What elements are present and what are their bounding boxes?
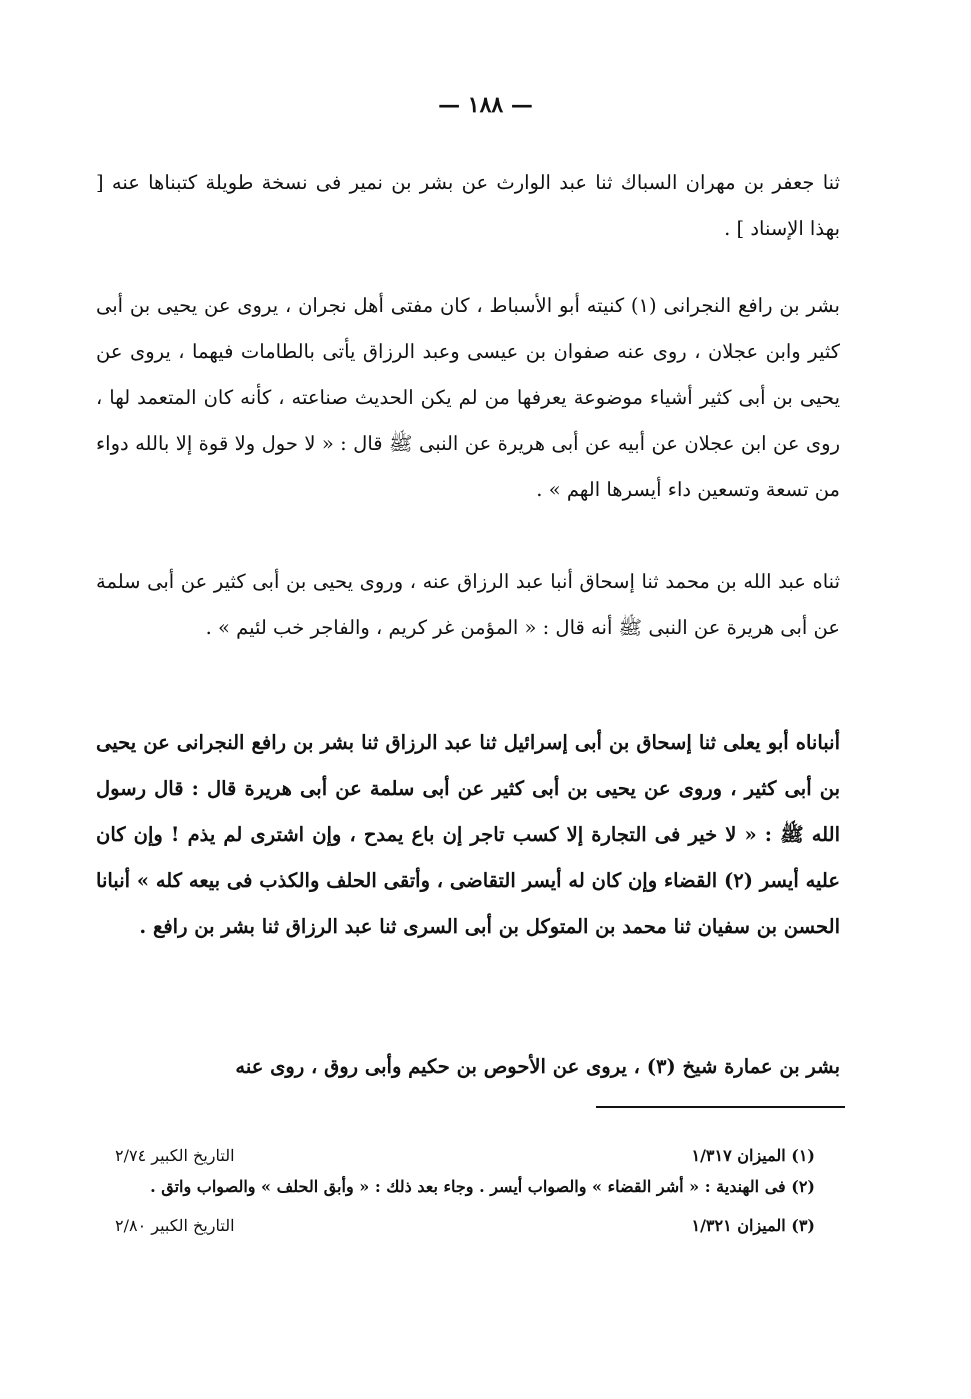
body-paragraph bbox=[96, 720, 840, 950]
footnote-spacer bbox=[115, 1202, 815, 1210]
footnote-divider bbox=[596, 1106, 845, 1108]
footnote-1 bbox=[115, 1140, 815, 1171]
body-paragraph bbox=[96, 283, 840, 513]
paragraph-text: ثناه عبد الله بن محمد ثنا إسحاق أنبا عبد الرزاق عنه ، وروى يحيى بن أبى كثير عن أبى سلمة عن أبى هريرة عن النبى ﷺ أنه قال : « المؤمن غر كريم ، والفاجر خب لئيم » . bbox=[96, 570, 840, 639]
footnote-3 bbox=[115, 1210, 815, 1241]
footnote-2 bbox=[115, 1171, 815, 1202]
paragraph-text: بشر بن رافع النجرانى (١) كنيته أبو الأسباط ، كان مفتى أهل نجران ، يروى عن يحيى بن أبى كثير وابن عجلان ، روى عنه صفوان بن عيسى وعبد الرزاق يأتى بالطامات فيهما ، يروى عن يحيى بن أبى كثير أشياء موضوعة يعرفها من لم يكن الحديث صناعته ، كأنه كان المتعمد لها ، روى عن ابن عجلان عن أبيه عن أبى هريرة عن النبى ﷺ قال : « لا حول ولا قوة إلا بالله دواء من تسعة وتسعين داء أيسرها الهم » . bbox=[96, 294, 840, 501]
paragraph-text: أنباناه أبو يعلى ثنا إسحاق بن أبى إسرائيل ثنا عبد الرزاق ثنا بشر بن رافع النجرانى عن يحيى بن أبى كثير ، وروى عن يحيى بن أبى كثير عن أبى سلمة عن أبى هريرة قال : قال رسول الله ﷺ : « لا خير فى التجارة إلا كسب تاجر إن باع يمدح ، وإن اشترى لم يذم ! وإن كان عليه أيسر (٢) القضاء وإن كان له أيسر التقاضى ، وأتقى الحلف والكذب فى بيعه كله » أنبانا الحسن بن سفيان ثنا محمد بن المتوكل بن أبى السرى ثنا عبد الرزاق ثنا بشر بن رافع . bbox=[96, 731, 841, 938]
footnote-2-text: (٢) فى الهندية : « أشر القضاء » والصواب أيسر . وجاء بعد ذلك : « وأبق الحلف » والصواب واتق . bbox=[150, 1177, 815, 1196]
body-paragraph bbox=[96, 559, 840, 651]
body-paragraph bbox=[96, 1044, 840, 1090]
footnote-1-reference: التاريخ الكبير ٢/٧٤ bbox=[115, 1146, 235, 1165]
body-paragraph bbox=[96, 160, 840, 252]
footnote-3-reference: التاريخ الكبير ٢/٨٠ bbox=[115, 1216, 235, 1235]
page-number: — ١٨٨ — bbox=[438, 92, 533, 118]
paragraph-text: بشر بن عمارة شيخ (٣) ، يروى عن الأحوص بن حكيم وأبى روق ، روى عنه bbox=[235, 1055, 840, 1078]
footnotes bbox=[115, 1140, 815, 1241]
page-bottom-margin bbox=[0, 1359, 971, 1399]
footnote-1-text: (١) الميزان ١/٣١٧ bbox=[691, 1146, 815, 1165]
paragraph-text: ثنا جعفر بن مهران السباك ثنا عبد الوارث عن بشر بن نمير فى نسخة طويلة كتبناها عنه [ بهذا الإسناد ] . bbox=[96, 171, 840, 240]
footnote-3-text: (٣) الميزان ١/٣٢١ bbox=[691, 1216, 815, 1235]
